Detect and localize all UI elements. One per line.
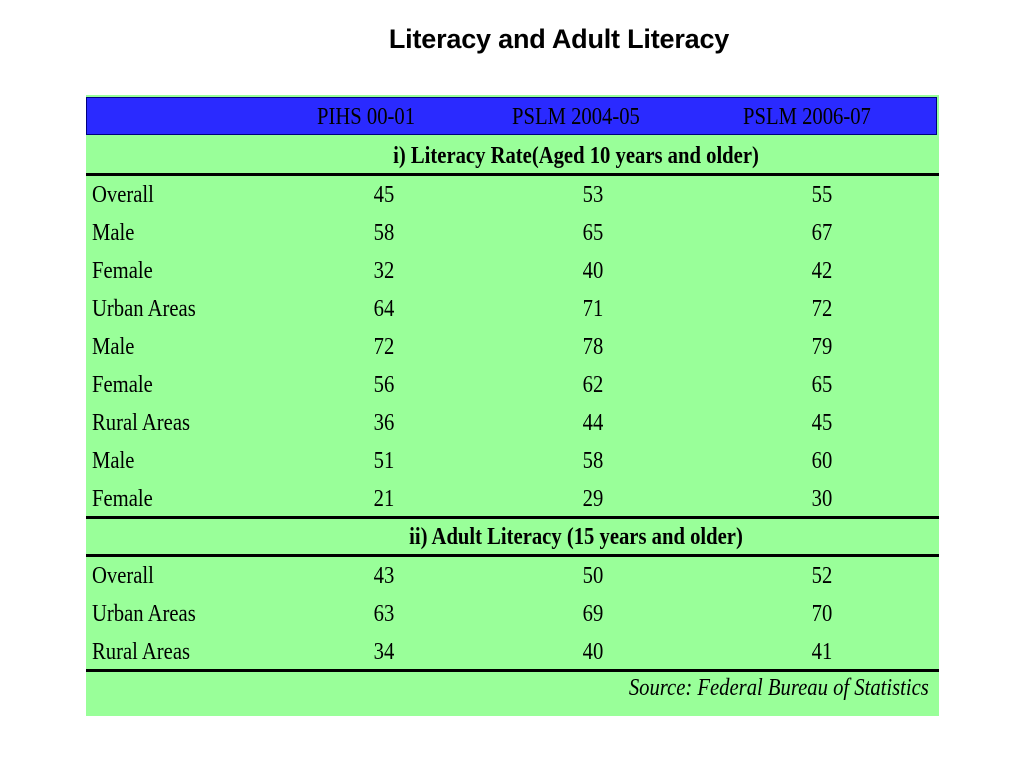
column-header-pslm-2004: PSLM 2004-05 — [512, 104, 640, 130]
cell-pihs: 72 — [373, 334, 395, 360]
cell-pihs: 34 — [373, 639, 395, 665]
row-label: Rural Areas — [92, 639, 191, 665]
cell-pihs: 56 — [373, 372, 395, 398]
divider — [86, 669, 939, 672]
cell-pslm-2006: 67 — [811, 220, 833, 246]
cell-pslm-2006: 55 — [811, 182, 833, 208]
divider — [86, 173, 939, 176]
row-label: Male — [92, 448, 135, 474]
cell-pihs: 32 — [373, 258, 395, 284]
table-row — [86, 558, 939, 596]
cell-pslm-2006: 45 — [811, 410, 833, 436]
row-label: Rural Areas — [92, 410, 191, 436]
cell-pslm-2004: 58 — [582, 448, 604, 474]
cell-pslm-2004: 50 — [582, 563, 604, 589]
row-label: Female — [92, 486, 153, 512]
section-heading-literacy-rate — [86, 138, 939, 176]
row-label: Female — [92, 258, 153, 284]
cell-pslm-2004: 65 — [582, 220, 604, 246]
cell-pihs: 64 — [373, 296, 395, 322]
cell-pslm-2004: 53 — [582, 182, 604, 208]
table-row — [86, 291, 939, 329]
cell-pslm-2006: 41 — [811, 639, 833, 665]
section-title: i) Literacy Rate(Aged 10 years and older) — [393, 143, 759, 169]
cell-pihs: 63 — [373, 601, 395, 627]
table-row — [86, 367, 939, 405]
cell-pihs: 45 — [373, 182, 395, 208]
table-row — [86, 596, 939, 634]
cell-pslm-2006: 70 — [811, 601, 833, 627]
row-label: Urban Areas — [92, 601, 196, 627]
page-title: Literacy and Adult Literacy — [388, 24, 730, 54]
cell-pslm-2006: 65 — [811, 372, 833, 398]
cell-pihs: 43 — [373, 563, 395, 589]
cell-pslm-2006: 72 — [811, 296, 833, 322]
cell-pslm-2004: 78 — [582, 334, 604, 360]
row-label: Overall — [92, 182, 154, 208]
column-header-pslm-2006: PSLM 2006-07 — [743, 104, 871, 130]
table-row — [86, 215, 939, 253]
cell-pslm-2004: 71 — [582, 296, 604, 322]
cell-pslm-2006: 79 — [811, 334, 833, 360]
cell-pslm-2004: 40 — [582, 639, 604, 665]
cell-pslm-2004: 69 — [582, 601, 604, 627]
source-note: Source: Federal Bureau of Statistics — [629, 675, 929, 701]
table-row — [86, 253, 939, 291]
row-label: Urban Areas — [92, 296, 196, 322]
row-label: Female — [92, 372, 153, 398]
table-row — [86, 329, 939, 367]
cell-pslm-2004: 62 — [582, 372, 604, 398]
cell-pihs: 51 — [373, 448, 395, 474]
row-label: Male — [92, 220, 135, 246]
divider — [86, 554, 939, 557]
cell-pslm-2004: 44 — [582, 410, 604, 436]
cell-pslm-2006: 52 — [811, 563, 833, 589]
table-row — [86, 177, 939, 215]
cell-pslm-2004: 29 — [582, 486, 604, 512]
cell-pihs: 58 — [373, 220, 395, 246]
literacy-table — [86, 95, 939, 716]
cell-pslm-2006: 30 — [811, 486, 833, 512]
column-header-pihs: PIHS 00-01 — [317, 104, 416, 130]
section-title: ii) Adult Literacy (15 years and older) — [409, 524, 743, 550]
table-row — [86, 634, 939, 672]
table-header — [86, 97, 937, 135]
section-heading-adult-literacy — [86, 519, 939, 557]
cell-pihs: 21 — [373, 486, 395, 512]
cell-pslm-2006: 42 — [811, 258, 833, 284]
row-label: Overall — [92, 563, 154, 589]
table-row — [86, 443, 939, 481]
table-row — [86, 481, 939, 519]
cell-pslm-2004: 40 — [582, 258, 604, 284]
cell-pslm-2006: 60 — [811, 448, 833, 474]
cell-pihs: 36 — [373, 410, 395, 436]
table-row — [86, 405, 939, 443]
row-label: Male — [92, 334, 135, 360]
